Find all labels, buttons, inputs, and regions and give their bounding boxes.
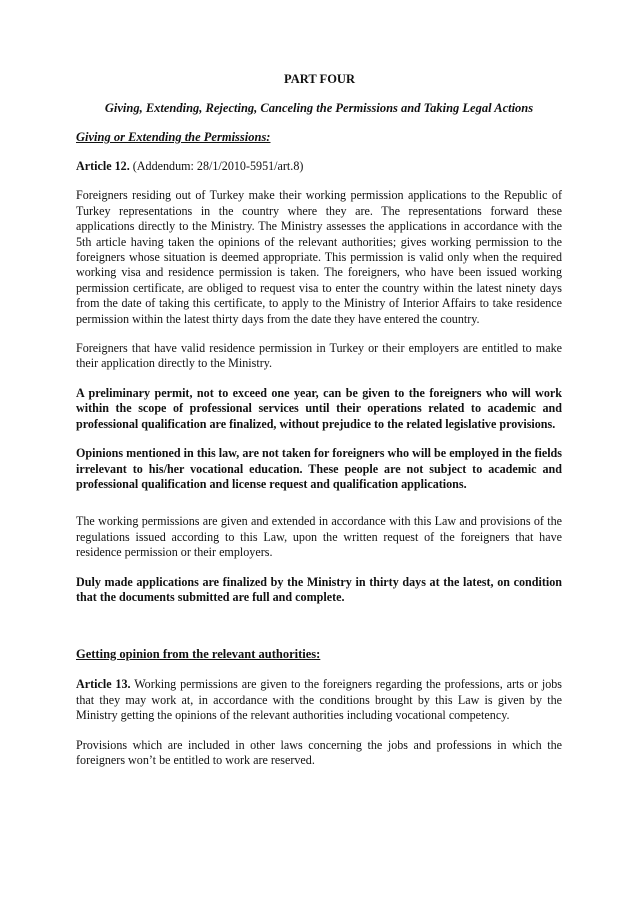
paragraph-working-permissions: The working permissions are given and extended in accordance with this Law and provisions of the regulations issued according to this Law, upon the written request of the foreigners that have residence permission or their employers. xyxy=(76,514,562,560)
paragraph-foreigners-abroad: Foreigners residing out of Turkey make their working permission applications to the Republic of Turkey representations in the country where they are. The representations forward these applications directly to the Ministry. The Ministry assesses the applications in accordance with the 5th article having taken the opinions of the relevant authorities; gives working permission to the foreigners whose situation is deemed appropriate. This permission is valid only when the required working visa and residence permission is taken. The foreigners, who have been issued working permission certificate, are obliged to request visa to enter the country within the latest ninety days from the date of taking this certificate, to apply to the Ministry of Interior Affairs to take residence permission within the latest thirty days from the date they have entered the country. xyxy=(76,188,562,326)
paragraph-opinions-not-taken: Opinions mentioned in this law, are not taken for foreigners who will be employed in the fields irrelevant to his/her vocational education. These people are not subject to academic and professional qualification and license request and qualification applications. xyxy=(76,446,562,491)
article-12-note: (Addendum: 28/1/2010-5951/art.8) xyxy=(129,159,304,173)
paragraph-provisions-reserved: Provisions which are included in other laws concerning the jobs and professions in which the foreigners won’t be entitled to work are reserved. xyxy=(76,737,562,767)
part-title: PART FOUR xyxy=(284,72,355,86)
section-title: Giving, Extending, Rejecting, Canceling the Permissions and Taking Legal Actions xyxy=(104,101,534,115)
paragraph-duly-made-applications: Duly made applications are finalized by the Ministry in thirty days at the latest, on condition that the documents submitted are full and complete. xyxy=(76,574,562,604)
paragraph-residence-permission: Foreigners that have valid residence permission in Turkey or their employers are entitled to make their application directly to the Ministry. xyxy=(76,341,562,371)
document-page xyxy=(76,72,562,782)
article-13-text: Working permissions are given to the foreigners regarding the professions, arts or jobs that they may work at, in accordance with the conditions brought by this Law is given by the Ministry getting the opinions of the relevant authorities including vocational competency. xyxy=(76,677,562,723)
article-13-paragraph xyxy=(76,677,562,723)
article-12-heading xyxy=(76,159,562,174)
article-13-label: Article 13. xyxy=(76,677,131,692)
paragraph-preliminary-permit: A preliminary permit, not to exceed one year, can be given to the foreigners who will work within the scope of professional services until their operations related to academic and professional qualification are finalized, without prejudice to the related legislative provisions. xyxy=(76,385,562,431)
subheading-giving-extending: Giving or Extending the Permissions: xyxy=(76,130,271,144)
subheading-relevant-authorities: Getting opinion from the relevant authorities: xyxy=(76,647,321,662)
article-12-label: Article 12. xyxy=(76,159,130,173)
